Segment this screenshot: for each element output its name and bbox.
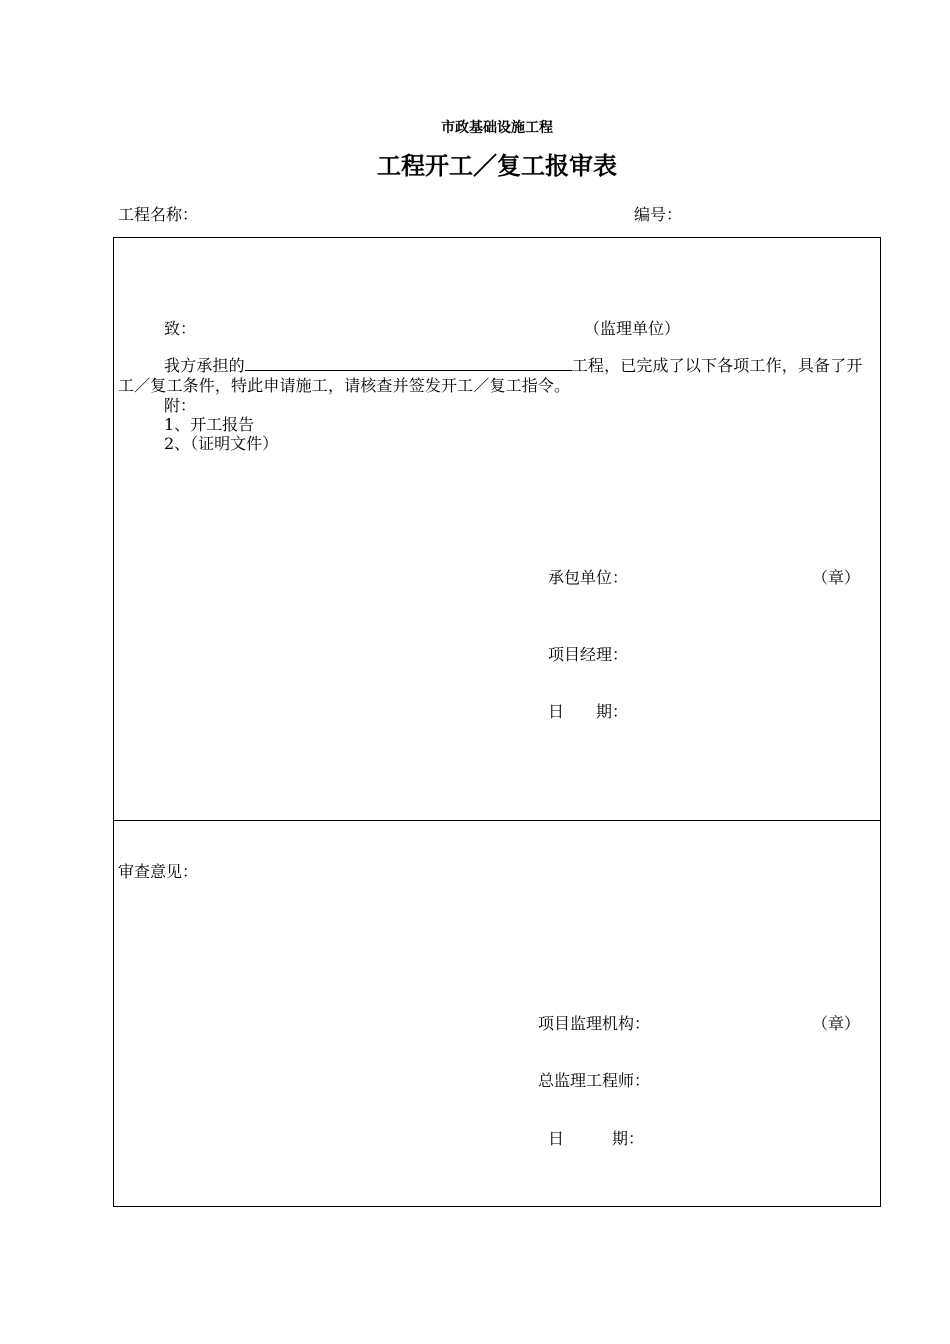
attachment-item: 2、（证明文件） [164,434,279,453]
application-paragraph [118,355,876,396]
attachment-item: 1、开工报告 [164,415,255,434]
paragraph-prefix: 我方承担的 [164,356,245,375]
project-name-blank[interactable] [245,355,572,371]
form-number-label: 编号： [634,205,683,224]
attachments-label: 附： [164,396,197,415]
supervision-org-label: 项目监理机构： [538,1014,651,1033]
chief-engineer-label: 总监理工程师： [538,1071,651,1090]
paragraph-suffix: 工程，已完成了以下各项工作，具备了开工／复工条件，特此申请施工，请核查并签发开工／复工指令。 [118,356,863,395]
project-name-label: 工程名称： [118,205,199,224]
review-opinion-label: 审查意见： [118,862,199,881]
contractor-seal: （章） [812,568,861,587]
form-subtitle: 市政基础设施工程 [441,120,553,136]
addressee-label: 致： [164,319,197,338]
contractor-label: 承包单位： [548,568,629,587]
application-section [113,237,881,821]
form-title: 工程开工／复工报审表 [377,151,617,180]
supervision-seal: （章） [812,1014,861,1033]
review-date-label: 日 期： [548,1129,645,1148]
supervisor-unit-label: （监理单位） [584,319,681,338]
project-manager-label: 项目经理： [548,645,629,664]
application-date-label: 日 期： [548,702,629,721]
review-section [113,820,881,1207]
